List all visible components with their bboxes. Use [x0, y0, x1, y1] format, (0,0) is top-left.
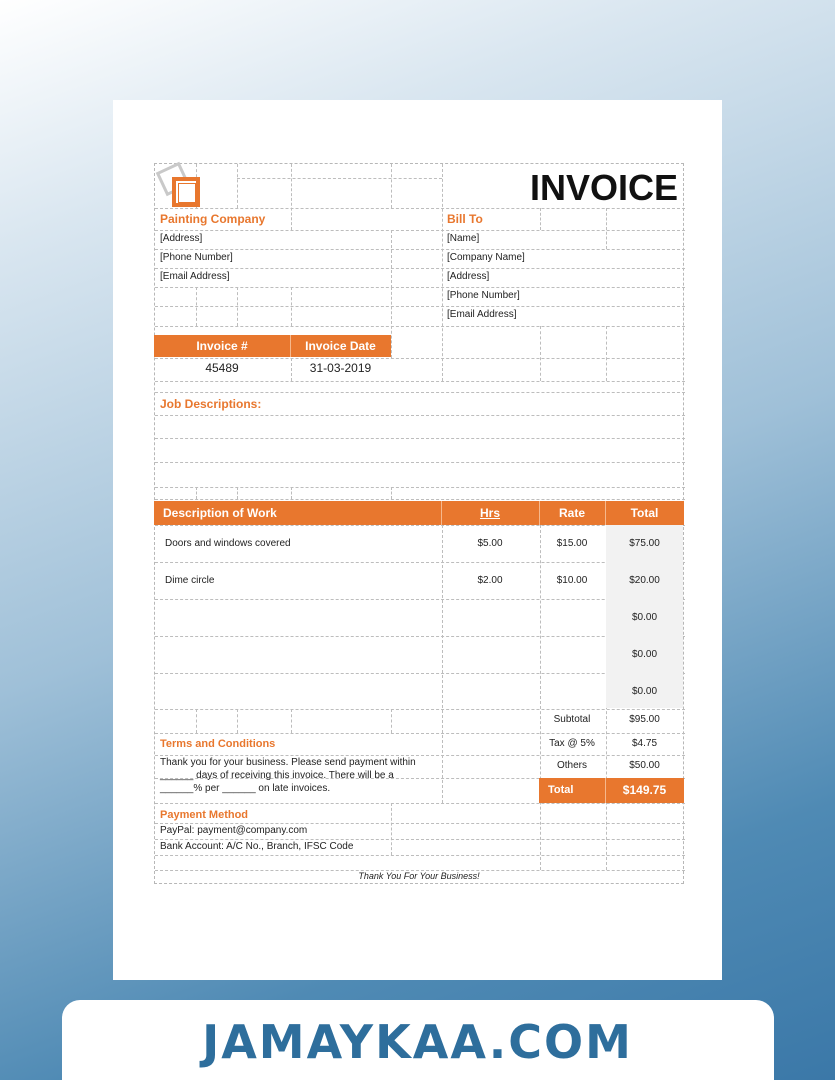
- row-total: $0.00: [631, 612, 658, 623]
- bill-to-address: [Address]: [447, 271, 490, 282]
- col-total-label: Total: [630, 506, 659, 520]
- bill-to-heading: Bill To: [447, 212, 483, 226]
- grand-total-label: Total: [548, 784, 574, 796]
- row-total: $75.00: [629, 538, 660, 549]
- job-descriptions-heading: Job Descriptions:: [160, 397, 262, 411]
- payment-bank: Bank Account: A/C No., Branch, IFSC Code: [160, 841, 354, 852]
- payment-heading: Payment Method: [160, 809, 249, 821]
- bill-to-name: [Name]: [447, 233, 480, 244]
- row-rate: $15.00: [556, 538, 588, 549]
- site-name: JAMAYKAA.COM: [202, 1015, 633, 1069]
- payment-paypal: PayPal: payment@company.com: [160, 825, 308, 836]
- row-rate: $10.00: [556, 575, 588, 586]
- others-value: $50.00: [629, 760, 660, 771]
- company-email: [Email Address]: [160, 271, 230, 282]
- invoice-number-label: Invoice #: [196, 339, 248, 353]
- row-hrs: $2.00: [477, 575, 503, 586]
- company-phone: [Phone Number]: [160, 252, 233, 263]
- company-name: Painting Company: [160, 212, 266, 226]
- tax-value: $4.75: [631, 738, 658, 749]
- bill-to-phone: [Phone Number]: [447, 290, 520, 301]
- bill-to-company: [Company Name]: [447, 252, 525, 263]
- invoice-number-value: 45489: [205, 361, 239, 375]
- subtotal-value: $95.00: [629, 714, 660, 725]
- row-total: $20.00: [629, 575, 660, 586]
- row-description: Doors and windows covered: [165, 538, 291, 549]
- terms-line-3: ______% per ______ on late invoices.: [160, 783, 331, 794]
- company-address: [Address]: [160, 233, 203, 244]
- invoice-date-value: 31-03-2019: [309, 361, 372, 375]
- row-description: Dime circle: [165, 575, 215, 586]
- row-total: $0.00: [631, 686, 658, 697]
- row-total: $0.00: [631, 649, 658, 660]
- subtotal-label: Subtotal: [553, 714, 591, 725]
- invoice-date-label: Invoice Date: [305, 339, 376, 353]
- logo-frame-icon: [172, 177, 200, 207]
- col-rate-label: Rate: [558, 506, 585, 520]
- others-label: Others: [556, 760, 587, 771]
- terms-line-2: ______ days of receiving this invoice. There will be a: [160, 770, 394, 781]
- bill-to-email: [Email Address]: [447, 309, 517, 320]
- grand-total-value: $149.75: [622, 783, 667, 797]
- col-description-label: Description of Work: [163, 506, 277, 520]
- row-hrs: $5.00: [477, 538, 503, 549]
- terms-heading: Terms and Conditions: [160, 738, 276, 750]
- col-hrs-label: Hrs: [479, 506, 500, 520]
- invoice-title: INVOICE: [529, 167, 678, 208]
- tax-label: Tax @ 5%: [549, 738, 595, 749]
- terms-line-1: Thank you for your business. Please send payment within: [160, 757, 416, 768]
- thank-you-footer: Thank You For Your Business!: [358, 871, 480, 881]
